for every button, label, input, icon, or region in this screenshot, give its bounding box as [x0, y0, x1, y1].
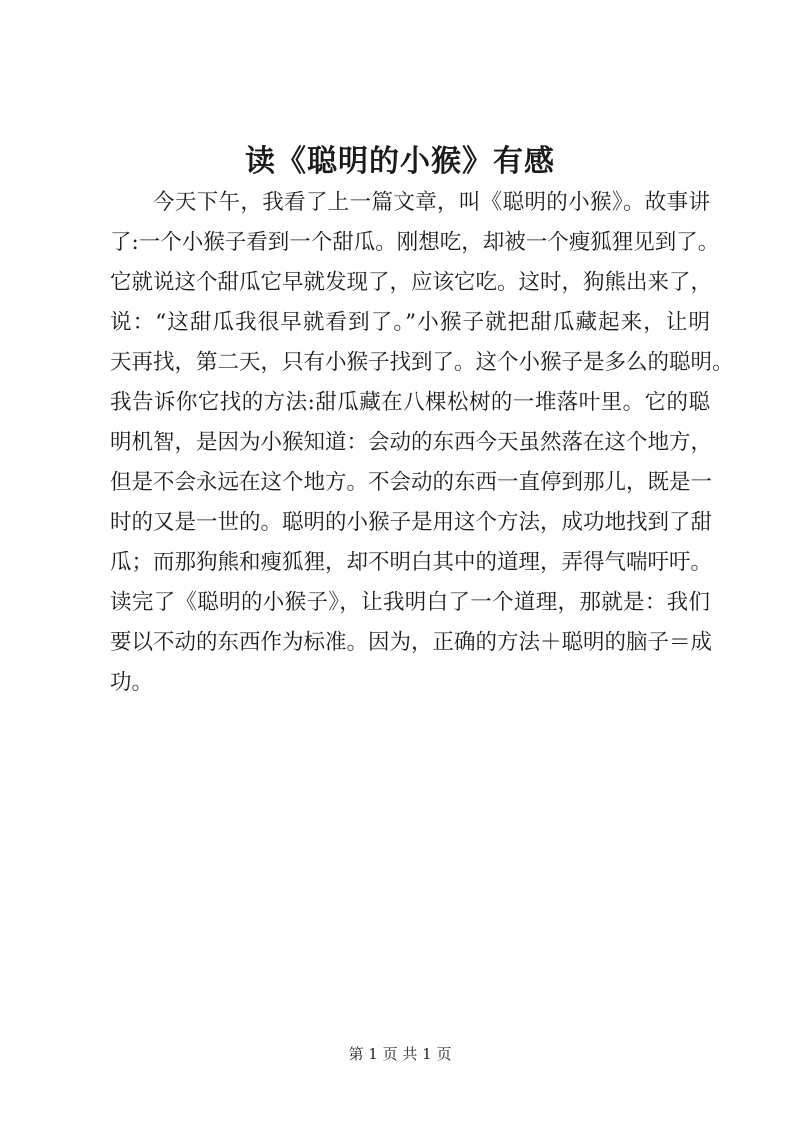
body-line-5: 天再找，第二天，只有小猴子找到了。这个小猴子是多么的聪明。: [110, 350, 734, 375]
body-line-3: 它就说这个甜瓜它早就发现了，应该它吃。这时，狗熊出来了，: [110, 270, 713, 295]
body-line-11: 读完了《聪明的小猴子》，让我明白了一个道理，那就是：我们: [110, 590, 710, 615]
body-line-8: 但是不会永远在这个地方。不会动的东西一直停到那儿，既是一: [110, 470, 713, 495]
body-line-4: 说：“这甜瓜我很早就看到了。”小猴子就把甜瓜藏起来，让明: [110, 310, 710, 335]
body-line-10: 瓜；而那狗熊和瘦狐狸，却不明白其中的道理，弄得气喘吁吁。: [110, 550, 713, 575]
body-line-12: 要以不动的东西作为标准。因为，正确的方法＋聪明的脑子＝成: [110, 630, 713, 655]
page-footer: 第 1 页 共 1 页: [348, 1045, 452, 1063]
body-line-2: 了:一个小猴子看到一个甜瓜。刚想吃，却被一个瘦狐狸见到了。: [110, 230, 720, 255]
document-body: [110, 183, 734, 703]
body-line-6: 我告诉你它找的方法:甜瓜藏在八棵松树的一堆落叶里。它的聪: [110, 390, 710, 415]
body-line-7: 明机智，是因为小猴知道：会动的东西今天虽然落在这个地方，: [110, 430, 713, 455]
body-line-9: 时的又是一世的。聪明的小猴子是用这个方法，成功地找到了甜: [110, 510, 713, 535]
body-line-1: 今天下午，我看了上一篇文章，叫《聪明的小猴》。故事讲: [153, 190, 710, 215]
body-line-13: 功。: [110, 670, 154, 695]
document-title: 读《聪明的小猴》有感: [245, 144, 555, 179]
